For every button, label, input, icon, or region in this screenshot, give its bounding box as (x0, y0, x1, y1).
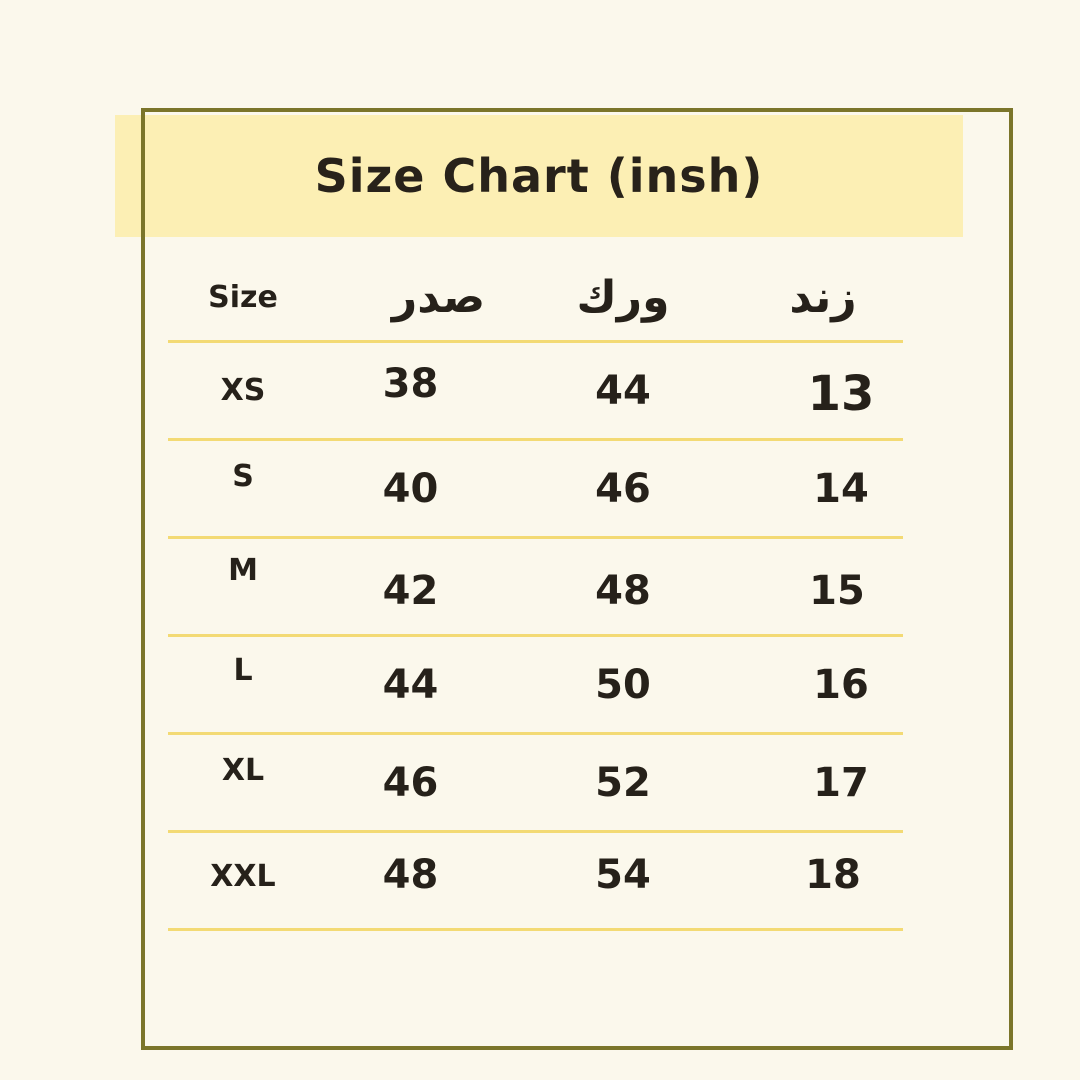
wrist-value: 17 (813, 759, 869, 806)
hip-value: 54 (595, 851, 651, 898)
table-row-xl (168, 735, 903, 833)
title-banner (115, 115, 963, 237)
hip-value: 44 (595, 367, 651, 414)
size-label: M (228, 553, 258, 588)
wrist-value: 15 (809, 567, 865, 614)
page-title: Size Chart (insh) (314, 149, 764, 203)
table-row-xs (168, 343, 903, 441)
chest-value: 42 (382, 567, 439, 614)
table-header-row (168, 255, 903, 343)
chest-value: 38 (382, 360, 439, 407)
wrist-value: 13 (807, 365, 875, 422)
size-label: XXL (210, 859, 276, 894)
table-row-s (168, 441, 903, 539)
chest-value: 40 (382, 465, 439, 512)
size-label: XS (220, 373, 266, 408)
column-header-size: Size (208, 280, 278, 315)
wrist-value: 18 (805, 851, 861, 898)
size-table (168, 255, 903, 931)
table-row-m (168, 539, 903, 637)
column-header-chest: صدر (391, 272, 486, 323)
size-label: S (232, 459, 254, 494)
column-header-hip: ورك (576, 272, 670, 323)
size-label: XL (221, 753, 265, 788)
chest-value: 46 (382, 759, 439, 806)
size-label: L (233, 653, 253, 688)
hip-value: 50 (595, 661, 651, 708)
wrist-value: 14 (813, 465, 869, 512)
table-row-xxl (168, 833, 903, 931)
wrist-value: 16 (813, 661, 869, 708)
hip-value: 46 (595, 465, 651, 512)
hip-value: 52 (595, 759, 651, 806)
table-row-l (168, 637, 903, 735)
hip-value: 48 (595, 567, 651, 614)
chest-value: 44 (382, 661, 439, 708)
column-header-wrist: زند (789, 272, 857, 323)
chest-value: 48 (382, 851, 439, 898)
